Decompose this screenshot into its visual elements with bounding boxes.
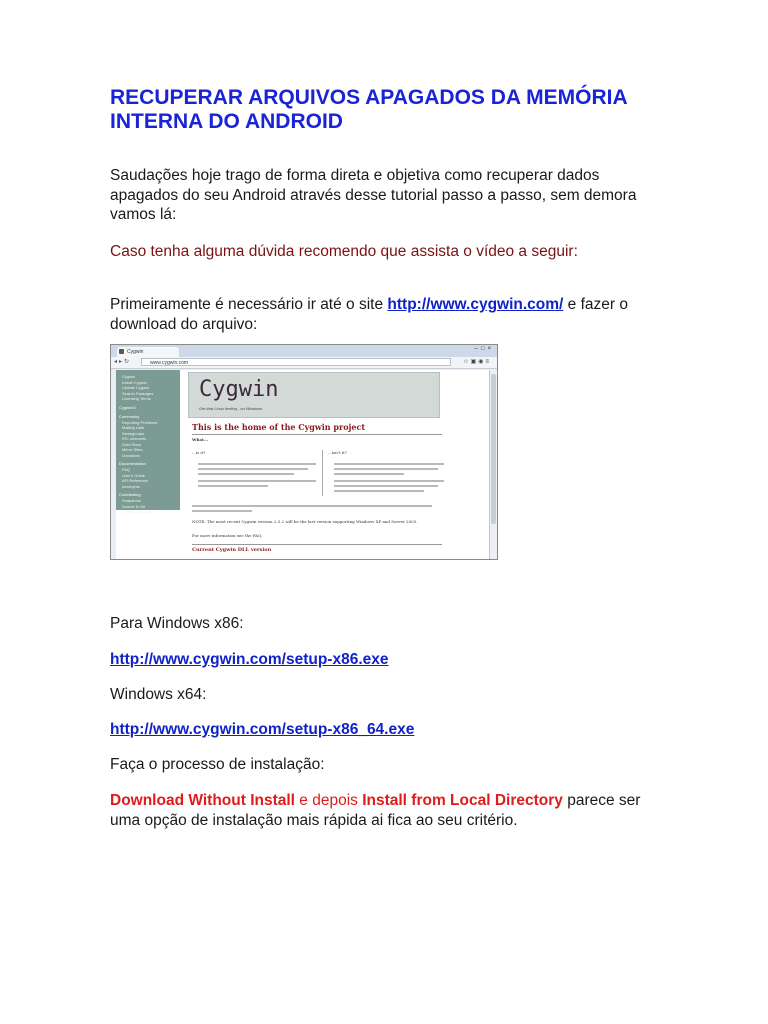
text-line	[334, 473, 404, 475]
sidebar-item: Acronyms	[122, 483, 140, 489]
sidebar-heading: Community	[119, 413, 140, 419]
connector-text: e depois	[294, 792, 363, 809]
option-install-local-directory: Install from Local Directory	[362, 792, 563, 809]
cygwin-logo-text: Cygwin	[199, 377, 279, 402]
setup-x86-link[interactable]: http://www.cygwin.com/setup-x86.exe	[110, 651, 389, 668]
column-divider	[322, 450, 323, 496]
install-options-paragraph	[110, 791, 670, 830]
document-title: RECUPERAR ARQUIVOS APAGADOS DA MEMÓRIA INTERNA DO ANDROID	[110, 86, 627, 133]
sidebar-item: Snapshots	[122, 498, 141, 503]
what-label: What...	[192, 437, 209, 442]
sidebar-item: IRC channels	[122, 436, 147, 441]
tab-label: Cygwin	[127, 349, 144, 355]
text-line	[334, 480, 444, 482]
browser-nav-bar	[111, 357, 497, 369]
x86-label: Para Windows x86:	[110, 615, 244, 632]
cygwin-browser-screenshot	[110, 344, 498, 560]
sidebar-heading: Cygwin/X	[119, 404, 136, 410]
sidebar-item: FAQ	[122, 467, 131, 472]
cygwin-tagline: Get that Linux feeling - on Windows	[199, 406, 263, 411]
sidebar-item: Mailing Lists	[122, 425, 145, 430]
sidebar-item: Source in Git	[122, 503, 146, 509]
browser-tab	[117, 347, 179, 357]
cygwin-content	[186, 370, 486, 560]
option-download-without-install: Download Without Install	[110, 792, 295, 809]
text-line	[192, 505, 432, 507]
step1-paragraph	[110, 295, 670, 334]
divider	[192, 434, 442, 435]
sidebar-item: API Reference	[122, 478, 149, 483]
setup-x64-link[interactable]: http://www.cygwin.com/setup-x86_64.exe	[110, 721, 415, 738]
sidebar-item: Install Cygwin	[122, 379, 147, 385]
cygwin-banner	[188, 372, 440, 418]
version-note: NOTE: The most recent Cygwin version 2.5.2 will be the last version supporting Windows XP and Server 2003.	[192, 519, 418, 524]
divider	[192, 544, 442, 545]
window-controls-icon: –□×	[474, 346, 494, 352]
nav-arrows-icon: ◂▸↻	[114, 359, 132, 365]
sidebar-item: Licensing Terms	[122, 396, 151, 401]
sidebar-item: Update Cygwin	[122, 385, 150, 390]
sidebar-item: Mirror Sites	[122, 447, 143, 452]
text-line	[198, 473, 294, 475]
x64-label: Windows x64:	[110, 686, 207, 703]
browser-tab-bar	[111, 345, 497, 357]
sidebar-heading: Documentation	[119, 461, 146, 466]
isnt-it-label: ...isn't it?	[328, 450, 347, 455]
intro-paragraph: Saudações hoje trago de forma direta e objetiva como recuperar dados apagados do seu Android através desse tutorial passo a passo, sem demora vamos lá:	[110, 167, 637, 223]
home-heading: This is the home of the Cygwin project	[192, 422, 366, 432]
toolbar-icons: ☆▣◉≡	[463, 359, 491, 365]
favicon-icon	[119, 349, 124, 354]
sidebar-heading: Contributing	[119, 492, 141, 497]
sidebar-item: Cygwin Packages	[122, 509, 154, 514]
text-line	[198, 480, 316, 482]
sidebar-item: Search Packages	[122, 390, 154, 396]
video-note: Caso tenha alguma dúvida recomendo que assista o vídeo a seguir:	[110, 243, 578, 260]
cygwin-sidebar	[116, 370, 180, 514]
sidebar-item: Donations	[122, 452, 141, 458]
install-label: Faça o processo de instalação:	[110, 756, 325, 773]
text-line	[198, 468, 308, 470]
sidebar-item: User's Guide	[122, 472, 145, 478]
text-line	[198, 485, 268, 487]
sidebar-item: Reporting Problems	[122, 419, 158, 425]
current-version-heading: Current Cygwin DLL version	[192, 547, 272, 553]
x86-link-line	[110, 650, 670, 670]
text-line	[198, 463, 316, 465]
scrollbar-thumb	[491, 374, 496, 524]
text-line	[192, 510, 252, 512]
sidebar-item: Gold Stars	[122, 441, 141, 447]
step1-text-after: e fazer o download do arquivo:	[110, 296, 628, 333]
options-trailing-text: parece ser uma opção de instalação mais rápida ai fica ao seu critério.	[110, 792, 641, 829]
screenshot-scrollbar	[489, 370, 497, 560]
step1-text-before: Primeiramente é necessário ir até o site	[110, 296, 388, 313]
x64-link-line	[110, 720, 670, 740]
text-line	[334, 468, 438, 470]
address-bar: www.cygwin.com	[141, 358, 451, 366]
text-line	[334, 485, 438, 487]
cygwin-site-link[interactable]: http://www.cygwin.com/	[387, 296, 564, 313]
browser-viewport	[116, 370, 491, 560]
is-it-label: ...is it?	[192, 450, 206, 455]
sidebar-item: Newsgroups	[122, 430, 145, 436]
text-line	[334, 490, 424, 492]
text-line	[334, 463, 444, 465]
more-info-text: For more information see the FAQ.	[192, 533, 263, 538]
sidebar-item: Cygwin	[122, 374, 136, 379]
